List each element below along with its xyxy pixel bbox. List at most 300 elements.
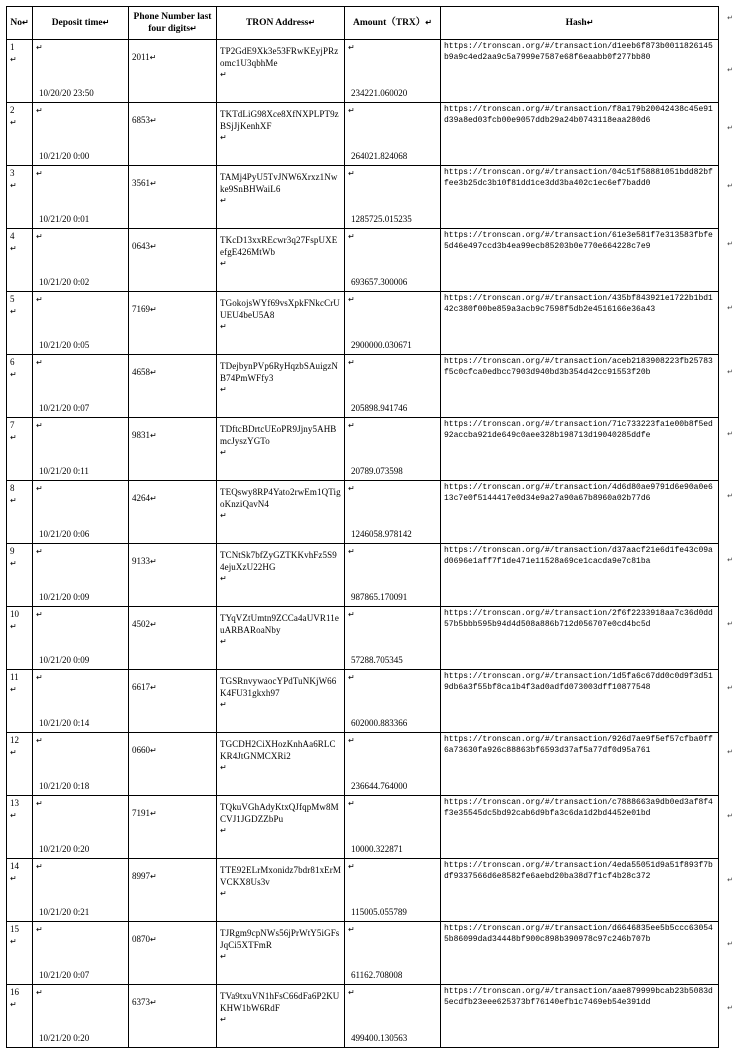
amount-value: 234221.060020: [351, 87, 408, 98]
cell-hash: [441, 985, 719, 1048]
table-row: [7, 418, 719, 481]
paragraph-mark: ↵: [10, 369, 17, 379]
hash-url-value[interactable]: https://tronscan.org/#/transaction/2f6f2233918aa7c36d0dd57b5bbb595b94d4d508a886b712d056707e0cd4bc5d: [444, 609, 713, 629]
cell-no: [7, 733, 33, 796]
cell-deposit-time: [33, 607, 129, 670]
hash-url-value[interactable]: https://tronscan.org/#/transaction/926d7ae9f5ef57cfba0ff6a73630fa926c88863bf6593d37af5a77df0d95a761: [444, 735, 713, 755]
cell-deposit-time: [33, 922, 129, 985]
cell-amount: [345, 796, 441, 859]
paragraph-mark: ↵: [36, 295, 43, 305]
row-number: 7: [10, 420, 15, 431]
cell-deposit-time: [33, 292, 129, 355]
cell-deposit-time: [33, 355, 129, 418]
cell-hash: [441, 355, 719, 418]
paragraph-mark: ↵: [348, 106, 355, 116]
paragraph-mark: ↵: [36, 736, 43, 746]
row-number: 3: [10, 168, 15, 179]
paragraph-mark: ↵: [36, 673, 43, 683]
cell-hash: [441, 796, 719, 859]
cell-amount: [345, 40, 441, 103]
paragraph-mark: ↵: [348, 232, 355, 242]
paragraph-mark: ↵: [308, 18, 316, 28]
cell-hash: [441, 922, 719, 985]
column-header-no: No↵: [7, 7, 33, 40]
amount-value: 205898.941746: [351, 402, 408, 413]
cell-no: [7, 859, 33, 922]
paragraph-mark: ↵: [36, 610, 43, 620]
paragraph-mark: ↵: [220, 826, 227, 836]
cell-hash: [441, 166, 719, 229]
deposit-time-value: 10/21/20 0:14: [39, 717, 90, 728]
row-number: 11: [10, 672, 19, 683]
cell-amount: [345, 985, 441, 1048]
cell-amount: [345, 607, 441, 670]
hash-url-value[interactable]: https://tronscan.org/#/transaction/aceb2183908223fb25783f5c0cfca0edbcc7903d940bd3b354d42cc91553f20b: [444, 357, 713, 377]
paragraph-mark: ↵: [36, 925, 43, 935]
cell-hash: [441, 859, 719, 922]
hash-url-value[interactable]: https://tronscan.org/#/transaction/4d6d80ae9791d6e90a0e613c7e0f5144417e0d34e9a27a90a67b8960a02b77d6: [444, 483, 713, 503]
cell-phone-last-four: [129, 229, 217, 292]
table-row: [7, 292, 719, 355]
hash-url-value[interactable]: https://tronscan.org/#/transaction/aae879999bcab23b5083d5ecdfb23eee625373bf76140efb1c7469eb54e391dd: [444, 987, 713, 1007]
column-header-tron-address: TRON Address↵: [217, 7, 345, 40]
tron-address-value: TAMj4PyU5TvJNW6Xrxz1Nwke9SnBHWaiL6: [220, 172, 338, 194]
cell-tron-address: [217, 733, 345, 796]
table-row: [7, 355, 719, 418]
row-number: 6: [10, 357, 15, 368]
tron-address-value: TYqVZtUmtn9ZCCa4aUVR11euARBARoaNby: [220, 613, 339, 635]
cell-no: [7, 103, 33, 166]
paragraph-mark: ↵: [10, 684, 17, 694]
cell-tron-address: [217, 481, 345, 544]
amount-value: 1246058.978142: [351, 528, 412, 539]
paragraph-mark: ↵: [220, 385, 227, 395]
cell-phone-last-four: [129, 166, 217, 229]
phone-last-four-value: 0870↵: [132, 934, 157, 945]
table-row: [7, 859, 719, 922]
paragraph-mark: ↵: [220, 637, 227, 647]
cell-phone-last-four: [129, 103, 217, 166]
paragraph-mark: ↵: [10, 936, 17, 946]
paragraph-mark: ↵: [348, 673, 355, 683]
amount-value: 1285725.015235: [351, 213, 412, 224]
phone-last-four-value: 0643↵: [132, 241, 157, 252]
paragraph-mark: ↵: [220, 952, 227, 962]
phone-last-four-value: 7191↵: [132, 808, 157, 819]
deposit-time-value: 10/21/20 0:06: [39, 528, 90, 539]
row-number: 15: [10, 924, 19, 935]
paragraph-mark: ↵: [348, 610, 355, 620]
amount-value: 499400.130563: [351, 1032, 408, 1043]
paragraph-mark: ↵: [36, 43, 43, 53]
cell-deposit-time: [33, 733, 129, 796]
paragraph-mark: ↵: [10, 999, 17, 1009]
row-number: 16: [10, 987, 19, 998]
cell-tron-address: [217, 859, 345, 922]
cell-deposit-time: [33, 40, 129, 103]
cell-deposit-time: [33, 418, 129, 481]
cell-deposit-time: [33, 796, 129, 859]
paragraph-mark: ↵: [220, 574, 227, 584]
table-body: [7, 40, 719, 1048]
paragraph-mark: ↵: [220, 448, 227, 458]
paragraph-mark: ↵: [10, 117, 17, 127]
paragraph-mark: ↵: [150, 935, 157, 945]
deposit-time-value: 10/21/20 0:20: [39, 1032, 90, 1043]
paragraph-mark: ↵: [348, 736, 355, 746]
cell-hash: [441, 733, 719, 796]
amount-value: 20789.073598: [351, 465, 403, 476]
cell-tron-address: [217, 166, 345, 229]
deposit-time-value: 10/21/20 0:07: [39, 402, 90, 413]
table-row: [7, 796, 719, 859]
amount-value: 57288.705345: [351, 654, 403, 665]
deposit-time-value: 10/21/20 0:21: [39, 906, 90, 917]
cell-phone-last-four: [129, 355, 217, 418]
paragraph-mark: ↵: [190, 24, 197, 34]
tron-address-value: TGokojsWYf69vsXpkFNkcCrUUEU4beU5A8: [220, 298, 340, 320]
paragraph-mark: ↵: [10, 432, 17, 442]
row-number: 2: [10, 105, 15, 116]
cell-phone-last-four: [129, 418, 217, 481]
cell-no: [7, 166, 33, 229]
cell-no: [7, 40, 33, 103]
cell-phone-last-four: [129, 922, 217, 985]
cell-amount: [345, 292, 441, 355]
amount-value: 987865.170091: [351, 591, 408, 602]
cell-no: [7, 544, 33, 607]
paragraph-mark: ↵: [150, 368, 157, 378]
cell-phone-last-four: [129, 40, 217, 103]
tron-address-value: TDftcBDrtcUEoPR9Jjny5AHBmcJyszYGTo: [220, 424, 337, 446]
paragraph-mark: ↵: [150, 116, 157, 126]
hash-url-value[interactable]: https://tronscan.org/#/transaction/61e3e581f7e313583fbfe5d46e497ccd3b4ea99ecb85203b0e770e664228c7e9: [444, 231, 713, 251]
cell-amount: [345, 733, 441, 796]
cell-deposit-time: [33, 166, 129, 229]
paragraph-mark: ↵: [220, 259, 227, 269]
deposit-time-value: 10/21/20 0:07: [39, 969, 90, 980]
tron-address-value: TJRgm9cpNWs56jPrWtY5iGFsJqCi5XTFmR: [220, 928, 340, 950]
table-row: [7, 481, 719, 544]
paragraph-mark: ↵: [220, 700, 227, 710]
deposit-time-value: 10/21/20 0:05: [39, 339, 90, 350]
paragraph-mark: ↵: [348, 421, 355, 431]
table-row: [7, 103, 719, 166]
tron-address-value: TDejbynPVp6RyHqzbSAuigzNB74PmWFfy3: [220, 361, 339, 383]
paragraph-mark: ↵: [150, 179, 157, 189]
paragraph-mark: ↵: [36, 169, 43, 179]
amount-value: 602000.883366: [351, 717, 408, 728]
table-row: [7, 544, 719, 607]
tron-address-value: TQkuVGhAdyKtxQJfqpMw8MCVJ1JGDZZbPu: [220, 802, 339, 824]
paragraph-mark: ↵: [10, 873, 17, 883]
cell-no: [7, 292, 33, 355]
row-number: 9: [10, 546, 15, 557]
paragraph-mark: ↵: [220, 1015, 227, 1025]
cell-phone-last-four: [129, 670, 217, 733]
cell-phone-last-four: [129, 859, 217, 922]
cell-tron-address: [217, 40, 345, 103]
cell-hash: [441, 481, 719, 544]
cell-tron-address: [217, 670, 345, 733]
paragraph-mark: ↵: [220, 763, 227, 773]
paragraph-mark: ↵: [150, 305, 157, 315]
paragraph-mark: ↵: [102, 18, 110, 28]
hash-url-value[interactable]: https://tronscan.org/#/transaction/435bf843921e1722b1bd142c380f00be859a3acb9c7598f5db2e4516166e36a43: [444, 294, 713, 314]
paragraph-mark: ↵: [586, 18, 594, 28]
table-row: [7, 733, 719, 796]
cell-deposit-time: [33, 229, 129, 292]
hash-url-value[interactable]: https://tronscan.org/#/transaction/71c733223fa1e00b8f5ed92accba921de649c0aee328b198713d19040285ddfe: [444, 420, 713, 440]
paragraph-mark: ↵: [10, 54, 17, 64]
cell-tron-address: [217, 796, 345, 859]
amount-value: 2900000.030671: [351, 339, 412, 350]
paragraph-mark: ↵: [36, 358, 43, 368]
hash-url-value[interactable]: https://tronscan.org/#/transaction/04c51f58881051bdd82bffee3b25dc3b10f81dd1ce3dd3ba402c1ec6ef7badd0: [444, 168, 713, 188]
cell-phone-last-four: [129, 544, 217, 607]
paragraph-mark: ↵: [150, 809, 157, 819]
paragraph-mark: ↵: [425, 18, 432, 28]
paragraph-mark: ↵: [348, 799, 355, 809]
table-row: [7, 40, 719, 103]
hash-url-value[interactable]: https://tronscan.org/#/transaction/d6646835ee5b5ccc630545b86099dad34448bf900c898b390978c97c246b707b: [444, 924, 713, 944]
row-number: 5: [10, 294, 15, 305]
phone-last-four-value: 8997↵: [132, 871, 157, 882]
paragraph-mark: ↵: [149, 53, 157, 63]
cell-amount: [345, 355, 441, 418]
paragraph-mark: ↵: [10, 747, 17, 757]
cell-hash: [441, 229, 719, 292]
cell-tron-address: [217, 229, 345, 292]
cell-tron-address: [217, 607, 345, 670]
paragraph-mark: ↵: [348, 988, 355, 998]
deposit-time-value: 10/21/20 0:09: [39, 591, 90, 602]
paragraph-mark: ↵: [10, 558, 17, 568]
table-row: [7, 670, 719, 733]
table-row: [7, 229, 719, 292]
cell-deposit-time: [33, 670, 129, 733]
cell-hash: [441, 544, 719, 607]
paragraph-mark: ↵: [348, 484, 355, 494]
paragraph-mark: ↵: [36, 106, 43, 116]
row-number: 4: [10, 231, 15, 242]
hash-url-value[interactable]: https://tronscan.org/#/transaction/c7888663a9db0ed3af8f4f3e35545dc5bd92cab6d9bfa3c6da1d2bd4452e01bd: [444, 798, 713, 818]
deposit-time-value: 10/21/20 0:11: [39, 465, 89, 476]
cell-tron-address: [217, 418, 345, 481]
column-header-amount: Amount（TRX）↵: [345, 7, 441, 40]
phone-last-four-value: 6617↵: [132, 682, 157, 693]
cell-no: [7, 796, 33, 859]
row-number: 10: [10, 609, 19, 620]
cell-amount: [345, 481, 441, 544]
paragraph-mark: ↵: [348, 925, 355, 935]
cell-hash: [441, 607, 719, 670]
paragraph-mark: ↵: [36, 862, 43, 872]
paragraph-mark: ↵: [10, 621, 17, 631]
cell-deposit-time: [33, 481, 129, 544]
cell-deposit-time: [33, 544, 129, 607]
cell-hash: [441, 418, 719, 481]
paragraph-mark: ↵: [36, 484, 43, 494]
cell-amount: [345, 922, 441, 985]
paragraph-mark: ↵: [220, 70, 227, 80]
cell-amount: [345, 418, 441, 481]
amount-value: 693657.300006: [351, 276, 408, 287]
table-row: [7, 985, 719, 1048]
phone-last-four-value: 4264↵: [132, 493, 157, 504]
phone-last-four-value: 3561↵: [132, 178, 157, 189]
paragraph-mark: ↵: [220, 322, 227, 332]
cell-deposit-time: [33, 859, 129, 922]
cell-no: [7, 985, 33, 1048]
phone-last-four-value: 7169↵: [132, 304, 157, 315]
cell-amount: [345, 103, 441, 166]
deposit-time-value: 10/20/20 23:50: [39, 87, 94, 98]
tron-address-value: TEQswy8RP4Yato2rwEm1QTigoKnziQavN4: [220, 487, 341, 509]
cell-phone-last-four: [129, 796, 217, 859]
tron-address-value: TCNtSk7bfZyGZTKKvhFz5S94ejuXzU22HG: [220, 550, 337, 572]
phone-last-four-value: 6853↵: [132, 115, 157, 126]
deposit-time-value: 10/21/20 0:09: [39, 654, 90, 665]
amount-value: 61162.708008: [351, 969, 403, 980]
tron-address-value: TVa9txuVN1hFsC66dFa6P2KUKHW1bW6RdF: [220, 991, 340, 1013]
cell-hash: [441, 103, 719, 166]
paragraph-mark: ↵: [150, 431, 157, 441]
paragraph-mark: ↵: [348, 358, 355, 368]
column-header-hash: Hash↵: [441, 7, 719, 40]
hash-url-value[interactable]: https://tronscan.org/#/transaction/f8a179b20042438c45e91d39a8ed03fcb00e9057ddb29a24b0743118eaa280d6: [444, 105, 713, 125]
paragraph-mark: ↵: [348, 547, 355, 557]
paragraph-mark: ↵: [21, 18, 29, 28]
paragraph-mark: ↵: [150, 872, 157, 882]
cell-no: [7, 481, 33, 544]
hash-url-value[interactable]: https://tronscan.org/#/transaction/d1eeb6f873b0011826145b9a9c4ed2aa9c5a7999e7587e68f6eaabb0f277bb80: [444, 42, 713, 62]
paragraph-mark: ↵: [220, 133, 227, 143]
cell-amount: [345, 166, 441, 229]
row-number: 8: [10, 483, 15, 494]
paragraph-mark: ↵: [10, 180, 17, 190]
hash-url-value[interactable]: https://tronscan.org/#/transaction/1d5fa6c67dd0c0d9f3d519db6a3f55bf8ca1b4f3ad0adfd073003dff10877548: [444, 672, 713, 692]
deposit-time-value: 10/21/20 0:00: [39, 150, 90, 161]
paragraph-mark: ↵: [220, 511, 227, 521]
tron-address-value: TGCDH2CiXHozKnhAa6RLCKR4JtGNMCXRi2: [220, 739, 336, 761]
tron-address-value: TKTdLiG98Xce8XfNXPLPT9zBSjJjKenhXF: [220, 109, 339, 131]
paragraph-mark: ↵: [220, 889, 227, 899]
cell-no: [7, 607, 33, 670]
paragraph-mark: ↵: [150, 557, 157, 567]
phone-last-four-value: 6373↵: [132, 997, 157, 1008]
phone-last-four-value: 4658↵: [132, 367, 157, 378]
paragraph-mark: ↵: [150, 683, 157, 693]
cell-amount: [345, 544, 441, 607]
phone-last-four-value: 9831↵: [132, 430, 157, 441]
cell-amount: [345, 670, 441, 733]
table-row: [7, 166, 719, 229]
cell-amount: [345, 859, 441, 922]
tron-address-value: TTE92ELrMxonidz7bdr81xErMVCKX8Us3v: [220, 865, 341, 887]
paragraph-mark: ↵: [36, 799, 43, 809]
cell-hash: [441, 40, 719, 103]
paragraph-mark: ↵: [348, 862, 355, 872]
cell-phone-last-four: [129, 292, 217, 355]
cell-no: [7, 229, 33, 292]
cell-tron-address: [217, 985, 345, 1048]
deposit-time-value: 10/21/20 0:20: [39, 843, 90, 854]
deposit-time-value: 10/21/20 0:02: [39, 276, 90, 287]
phone-last-four-value: 2011↵: [132, 52, 157, 63]
table-header-row: [7, 7, 719, 40]
cell-hash: [441, 670, 719, 733]
cell-deposit-time: [33, 985, 129, 1048]
table-row: [7, 922, 719, 985]
cell-tron-address: [217, 922, 345, 985]
paragraph-mark: ↵: [150, 242, 157, 252]
paragraph-mark: ↵: [220, 196, 227, 206]
deposit-time-value: 10/21/20 0:18: [39, 780, 90, 791]
deposit-time-value: 10/21/20 0:01: [39, 213, 90, 224]
column-header-deposit-time: Deposit time↵: [33, 7, 129, 40]
paragraph-mark: ↵: [36, 547, 43, 557]
cell-deposit-time: [33, 103, 129, 166]
tron-address-value: TKcD13xxREcwr3q27FspUXEefgE426MtWb: [220, 235, 338, 257]
paragraph-mark: ↵: [150, 746, 157, 756]
paragraph-mark: ↵: [10, 495, 17, 505]
column-header-phone-last-four: Phone Number last four digits↵: [129, 7, 217, 40]
cell-phone-last-four: [129, 607, 217, 670]
cell-phone-last-four: [129, 733, 217, 796]
phone-last-four-value: 0660↵: [132, 745, 157, 756]
paragraph-mark: ↵: [10, 243, 17, 253]
row-number: 1: [10, 42, 15, 53]
paragraph-mark: ↵: [150, 494, 157, 504]
paragraph-mark: ↵: [348, 169, 355, 179]
cell-tron-address: [217, 355, 345, 418]
table-row: [7, 607, 719, 670]
hash-url-value[interactable]: https://tronscan.org/#/transaction/4eda55051d9a51f893f7bdf9337566d6e8582fe6aebd20ba38d7f1cf4b28c372: [444, 861, 713, 881]
hash-url-value[interactable]: https://tronscan.org/#/transaction/d37aacf21e6d1fe43c09ad0696e1aff7f1de471e11528a69ce1cacda9e7c81ba: [444, 546, 713, 566]
tron-address-value: TP2GdE9Xk3e53FRwKEyjPRzomc1U3qbhMe: [220, 46, 339, 68]
paragraph-mark: ↵: [150, 998, 157, 1008]
row-number: 13: [10, 798, 19, 809]
cell-no: [7, 355, 33, 418]
paragraph-mark: ↵: [36, 232, 43, 242]
paragraph-mark: ↵: [10, 306, 17, 316]
cell-no: [7, 922, 33, 985]
deposits-table: [6, 6, 719, 1048]
cell-tron-address: [217, 103, 345, 166]
tron-address-value: TGSRnvywaocYPdTuNKjW66K4FU31gkxh97: [220, 676, 337, 698]
amount-value: 264021.824068: [351, 150, 408, 161]
row-number: 12: [10, 735, 19, 746]
paragraph-mark: ↵: [36, 988, 43, 998]
paragraph-mark: ↵: [36, 421, 43, 431]
cell-no: [7, 418, 33, 481]
paragraph-mark: ↵: [150, 620, 157, 630]
amount-value: 236644.764000: [351, 780, 408, 791]
cell-phone-last-four: [129, 481, 217, 544]
phone-last-four-value: 9133↵: [132, 556, 157, 567]
phone-last-four-value: 4502↵: [132, 619, 157, 630]
cell-tron-address: [217, 544, 345, 607]
paragraph-mark: ↵: [10, 810, 17, 820]
cell-amount: [345, 229, 441, 292]
page-edge-marks: ↵ ↵ ↵ ↵ ↵ ↵ ↵ ↵ ↵ ↵ ↵ ↵ ↵ ↵ ↵ ↵ ↵: [727, 14, 733, 1012]
paragraph-mark: ↵: [348, 295, 355, 305]
cell-tron-address: [217, 292, 345, 355]
amount-value: 10000.322871: [351, 843, 403, 854]
paragraph-mark: ↵: [348, 43, 355, 53]
cell-no: [7, 670, 33, 733]
